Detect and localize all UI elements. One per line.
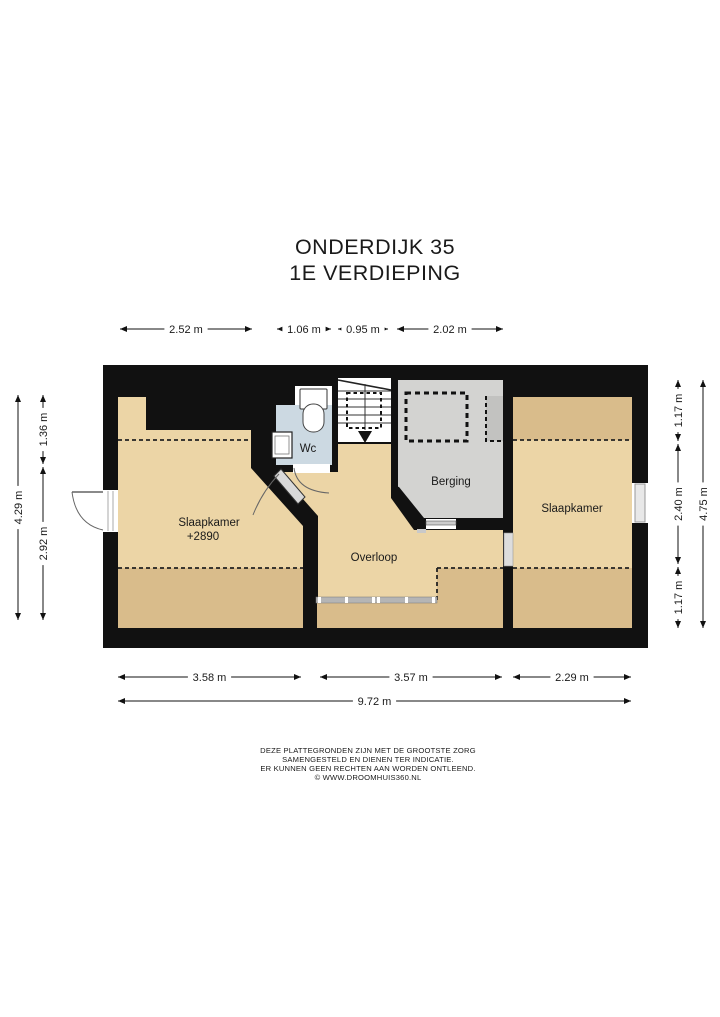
- door-leaf: [426, 521, 456, 525]
- dimension-label: 4.29 m: [13, 490, 25, 525]
- dimension-label: 4.75 m: [698, 487, 710, 521]
- dimension-label: 0.95 m: [346, 324, 380, 336]
- dimension-label: 1.17 m: [673, 393, 685, 428]
- dimension: [671, 444, 685, 564]
- label-wc: Wc: [299, 443, 317, 455]
- dimension: [118, 670, 301, 684]
- page-title-address: ONDERDIJK 35: [294, 235, 456, 259]
- dimension: [36, 467, 50, 620]
- dimension: [120, 322, 252, 336]
- dimension: [36, 395, 50, 464]
- toilet-bowl-icon: [303, 404, 324, 432]
- footer-line-2: SAMENGESTELD EN DIENEN TER INDICATIE.: [282, 755, 454, 764]
- dimension: [277, 322, 331, 336]
- footer-line-1: DEZE PLATTEGRONDEN ZIJN MET DE GROOTSTE ZORG: [260, 746, 476, 755]
- dimension: [338, 322, 388, 336]
- dimension-label: 1.06 m: [287, 324, 321, 336]
- dimension-label: 2.29 m: [555, 672, 589, 684]
- dimension-label: 2.40 m: [673, 487, 685, 521]
- label-landing: Overloop: [350, 552, 398, 564]
- entry-door-left: [72, 490, 118, 532]
- window-right: [632, 483, 648, 523]
- dimension: [513, 670, 631, 684]
- landing-railing: [316, 597, 437, 603]
- label-bedroom-left-height: +2890: [186, 531, 220, 543]
- dimension: [320, 670, 502, 684]
- dimension: [671, 380, 685, 441]
- dimension-label: 1.17 m: [673, 580, 685, 615]
- label-storage: Berging: [431, 476, 471, 488]
- dimension: [11, 395, 25, 620]
- dimension-label: 1.36 m: [38, 412, 50, 447]
- dimension: [118, 694, 631, 708]
- dimension: [696, 380, 710, 628]
- stairs: [338, 378, 391, 443]
- page-title-floor: 1E VERDIEPING: [289, 261, 461, 285]
- footer-disclaimer: [260, 746, 476, 782]
- door-swing-arc: [72, 492, 103, 530]
- dimension-label: 2.52 m: [169, 324, 203, 336]
- dimension: [397, 322, 503, 336]
- footer-line-3: ER KUNNEN GEEN RECHTEN AAN WORDEN ONTLEEND.: [260, 764, 476, 773]
- landing-bedroom-right-opening: [504, 533, 513, 566]
- dimension-label: 2.02 m: [433, 324, 467, 336]
- label-bedroom-left: Slaapkamer: [178, 517, 240, 529]
- footer-line-4: © WWW.DROOMHUIS360.NL: [314, 773, 422, 782]
- label-bedroom-right: Slaapkamer: [541, 503, 603, 515]
- dimension-label: 2.92 m: [38, 526, 50, 561]
- dimension-label: 3.58 m: [192, 672, 227, 684]
- wall-wc-stairs: [332, 378, 338, 472]
- dimension: [671, 567, 685, 628]
- dimension-label: 9.72 m: [357, 696, 392, 708]
- dimension-label: 3.57 m: [394, 672, 428, 684]
- storage-niche: [486, 396, 503, 441]
